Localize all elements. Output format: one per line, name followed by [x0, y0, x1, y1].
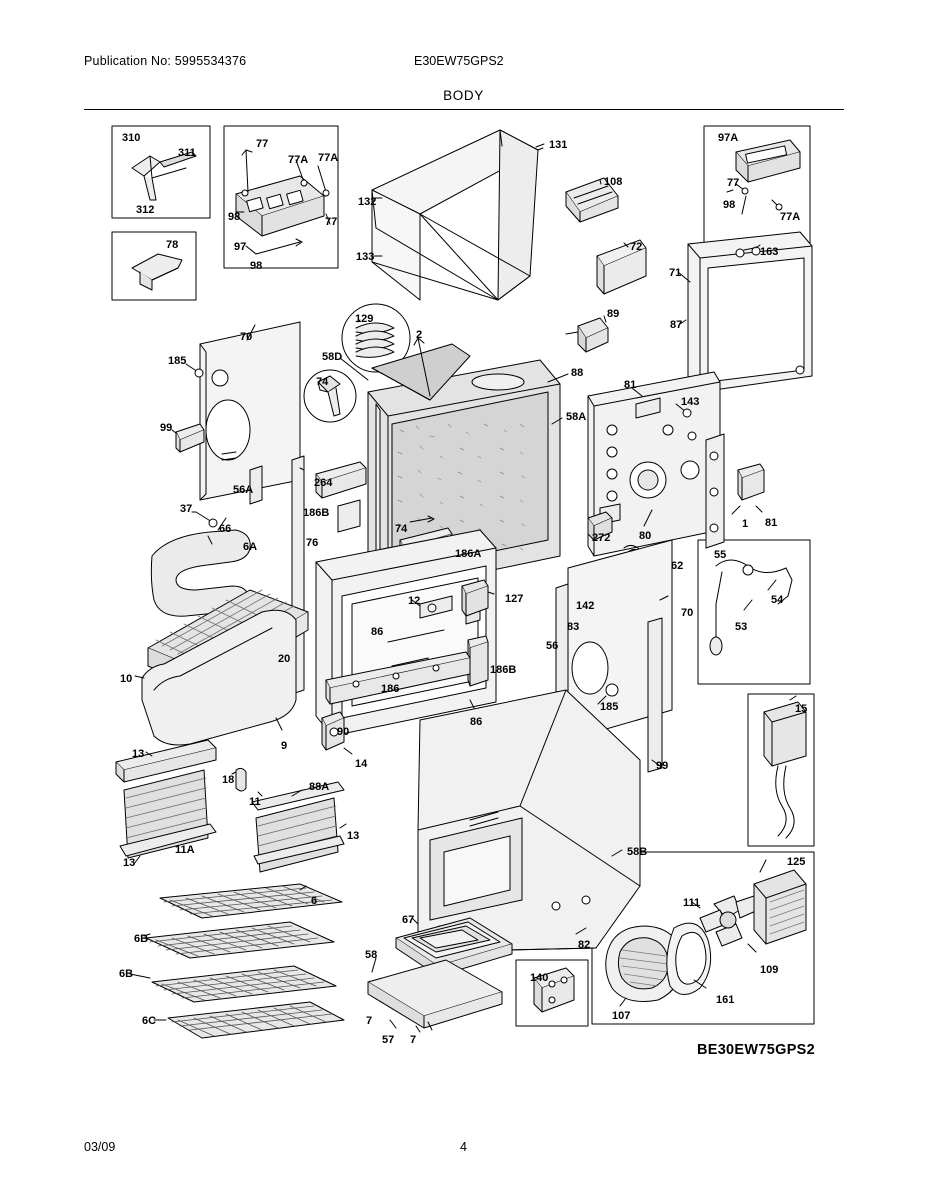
callout-88: 88 [571, 367, 584, 379]
callout-62: 62 [671, 560, 684, 572]
callout-66: 66 [219, 523, 232, 535]
diagram-code: BE30EW75GPS2 [696, 1042, 815, 1058]
callout-14: 14 [355, 758, 368, 770]
callout-77A: 77A [288, 154, 309, 166]
callout-71: 71 [669, 267, 682, 279]
callout-13: 13 [132, 748, 145, 760]
callout-97A: 97A [718, 132, 739, 144]
callout-54: 54 [771, 594, 784, 606]
callout-310: 310 [122, 132, 141, 144]
callout-311: 311 [178, 147, 196, 159]
callout-161: 161 [716, 994, 735, 1006]
callout-129: 129 [355, 313, 374, 325]
callout-163: 163 [760, 246, 779, 258]
callout-12: 12 [408, 595, 421, 607]
callout-109: 109 [760, 964, 779, 976]
callout-77A: 77A [318, 152, 339, 164]
callout-70: 70 [681, 607, 694, 619]
callout-77: 77 [256, 138, 269, 150]
callout-74: 74 [316, 376, 329, 388]
callout-143: 143 [681, 396, 700, 408]
callout-99: 99 [160, 422, 173, 434]
callout-83: 83 [567, 621, 580, 633]
footer-page-number: 4 [460, 1140, 467, 1154]
callout-6B: 6B [119, 968, 134, 980]
callout-98: 98 [723, 199, 736, 211]
callout-142: 142 [576, 600, 595, 612]
callout-67: 67 [402, 914, 415, 926]
callout-131: 131 [549, 139, 568, 151]
callout-185: 185 [600, 701, 619, 713]
callout-20: 20 [278, 653, 291, 665]
callout-55: 55 [714, 549, 727, 561]
callout-111: 111 [683, 897, 701, 909]
callout-57: 57 [382, 1034, 395, 1046]
callout-13: 13 [123, 857, 136, 869]
callout-272: 272 [592, 532, 611, 544]
callout-186: 186 [381, 683, 400, 695]
callout-98: 98 [250, 260, 263, 272]
callout-11: 11 [249, 796, 261, 808]
callout-81: 81 [765, 517, 778, 529]
callout-53: 53 [735, 621, 748, 633]
callout-87: 87 [670, 319, 683, 331]
callout-13: 13 [347, 830, 360, 842]
callout-58D: 58D [322, 351, 343, 363]
callout-58A: 58A [566, 411, 587, 423]
callout-1: 1 [742, 518, 749, 530]
footer-date: 03/09 [84, 1140, 116, 1154]
callout-72: 72 [630, 241, 643, 253]
callout-97: 97 [234, 241, 247, 253]
callout-132: 132 [358, 196, 377, 208]
callout-2: 2 [416, 329, 423, 341]
callout-7: 7 [410, 1034, 417, 1046]
callout-90: 90 [337, 726, 350, 738]
callout-86: 86 [470, 716, 483, 728]
callout-127: 127 [505, 593, 524, 605]
callout-186B: 186B [303, 507, 330, 519]
callout-58: 58 [365, 949, 378, 961]
callout-58B: 58B [627, 846, 648, 858]
callout-15: 15 [795, 703, 808, 715]
callout-6: 6 [311, 895, 318, 907]
callout-10: 10 [120, 673, 133, 685]
callout-107: 107 [612, 1010, 631, 1022]
callout-108: 108 [604, 176, 623, 188]
callout-81: 81 [624, 379, 637, 391]
callout-6C: 6C [142, 1015, 157, 1027]
callout-70: 70 [240, 331, 253, 343]
callout-37: 37 [180, 503, 193, 515]
callout-264: 264 [314, 477, 333, 489]
callout-7: 7 [366, 1015, 373, 1027]
callout-80: 80 [639, 530, 652, 542]
callout-77: 77 [325, 216, 338, 228]
callout-185: 185 [168, 355, 187, 367]
callout-6A: 6A [243, 541, 258, 553]
callout-99: 99 [656, 760, 669, 772]
callout-186A: 186A [455, 548, 482, 560]
callout-18: 18 [222, 774, 235, 786]
callout-140: 140 [530, 972, 549, 984]
callout-82: 82 [578, 939, 591, 951]
callout-74: 74 [395, 523, 408, 535]
callout-6B: 6B [134, 933, 149, 945]
callout-88A: 88A [309, 781, 330, 793]
callout-186B: 186B [490, 664, 517, 676]
callout-125: 125 [787, 856, 806, 868]
callout-78: 78 [166, 239, 179, 251]
model-number: E30EW75GPS2 [414, 54, 504, 68]
callout-77: 77 [727, 177, 740, 189]
section-title: BODY [443, 88, 484, 103]
callout-11A: 11A [175, 844, 195, 856]
callout-89: 89 [607, 308, 620, 320]
callout-312: 312 [136, 204, 155, 216]
callout-56: 56 [546, 640, 559, 652]
callout-86: 86 [371, 626, 384, 638]
callout-133: 133 [356, 251, 375, 263]
callout-9: 9 [281, 740, 288, 752]
callout-56A: 56A [233, 484, 254, 496]
callout-98: 98 [228, 211, 241, 223]
publication-number: Publication No: 5995534376 [84, 54, 247, 68]
callout-77A: 77A [780, 211, 801, 223]
callout-76: 76 [306, 537, 319, 549]
